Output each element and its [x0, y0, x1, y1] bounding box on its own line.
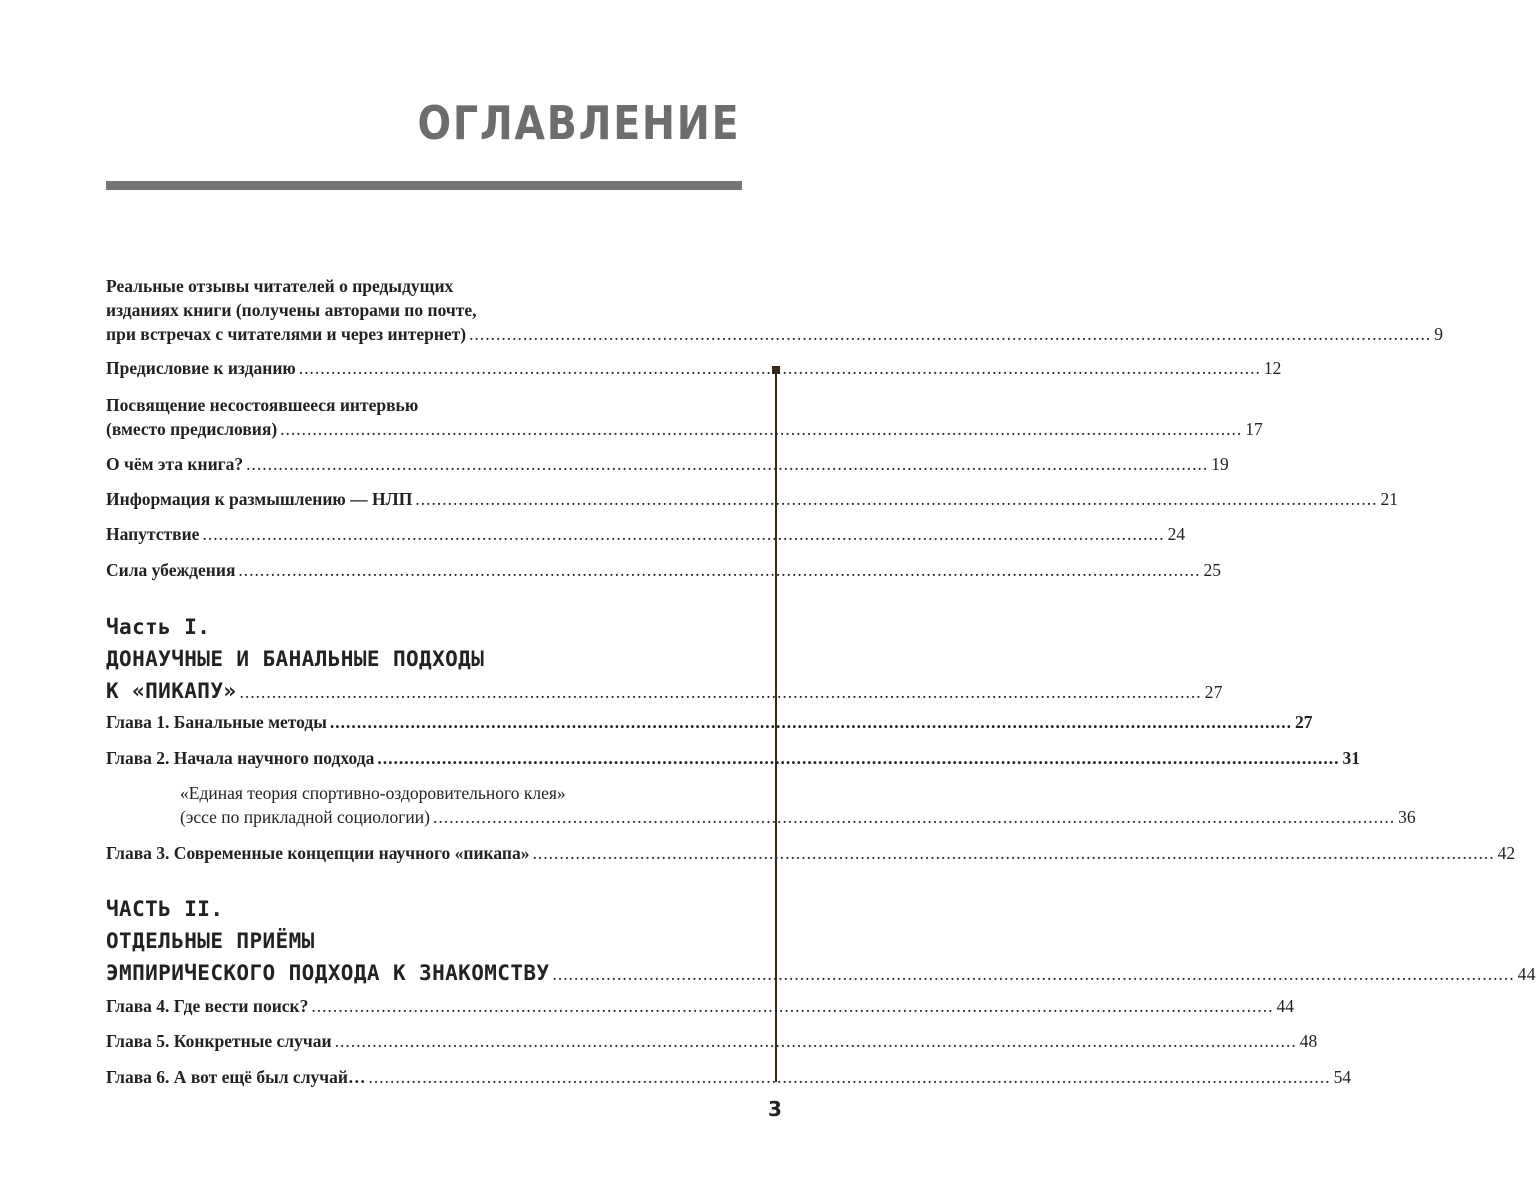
toc-entry-leader-line: [106, 1065, 1352, 1089]
title-divider: [106, 181, 742, 190]
toc-page-number: 27: [1295, 712, 1313, 732]
dot-leader: ...................................................................................................................................................................................: [238, 560, 1201, 580]
part-label: ЧАСТЬ II.: [106, 897, 224, 921]
toc-chapter-6[interactable]: [106, 1065, 1352, 1089]
toc-entry-leader-line: [106, 841, 1516, 865]
dot-leader: ...................................................................................................................................................................................: [415, 489, 1378, 509]
toc-entry-line: «Единая теория спортивно-оздоровительного клея»: [180, 783, 566, 803]
toc-entry-about[interactable]: [106, 452, 1229, 476]
toc-entry-leader-line: [106, 1029, 1318, 1053]
dot-leader: ...................................................................................................................................................................................: [334, 1031, 1297, 1051]
toc-entry-title: Напутствие: [106, 524, 200, 544]
toc-entry-title: О чём эта книга?: [106, 454, 244, 474]
toc-entry-title: при встречах с читателями и через интернет): [106, 324, 467, 344]
toc-chapter-5[interactable]: [106, 1029, 1318, 1053]
toc-page-number: 25: [1203, 560, 1222, 580]
toc-entry-leader-line: [106, 522, 1186, 546]
toc-chapter-1[interactable]: [106, 710, 1313, 734]
toc-entry-dedication[interactable]: [106, 393, 1263, 441]
toc-entry-title: (эссе по прикладной социологии): [180, 807, 430, 827]
toc-entry-nlp[interactable]: [106, 487, 1398, 511]
toc-entry-title: Глава 6. А вот ещё был случай…: [106, 1067, 366, 1087]
toc-page-number: 44: [1517, 964, 1536, 984]
toc-part-2[interactable]: [106, 893, 1536, 990]
dot-leader: ...................................................................................................................................................................................: [280, 419, 1243, 439]
toc-part-1[interactable]: [106, 611, 1223, 708]
toc-entry-leader-line: [106, 356, 1282, 380]
toc-entry-title: Глава 4. Где вести поиск?: [106, 996, 309, 1016]
toc-entry-title: Глава 2. Начала научного подхода: [106, 748, 375, 768]
toc-entry-reviews[interactable]: [106, 274, 1443, 346]
dot-leader: ...................................................................................................................................................................................: [432, 807, 1396, 827]
toc-chapter-4[interactable]: [106, 994, 1295, 1018]
toc-page-number: 48: [1299, 1031, 1318, 1051]
dot-leader: ...................................................................................................................................................................................: [311, 996, 1274, 1016]
toc-entry-leader-line: [106, 417, 1263, 441]
toc-entry-line: изданиях книги (получены авторами по почте,: [106, 300, 477, 320]
toc-chapter-2[interactable]: [106, 746, 1360, 770]
toc-page-number: 27: [1204, 682, 1223, 702]
toc-page-number: 9: [1434, 324, 1443, 344]
part-title-line: ДОНАУЧНЫЕ И БАНАЛЬНЫЕ ПОДХОДЫ: [106, 647, 485, 671]
toc-subsection-essay[interactable]: [106, 781, 1416, 829]
toc-entry-leader-line: [106, 487, 1398, 511]
toc-entry-leader-line: [106, 558, 1222, 582]
toc-page-number: 17: [1245, 419, 1263, 439]
dot-leader: ...................................................................................................................................................................................: [246, 454, 1209, 474]
page-title: ОГЛАВЛЕНИЕ: [417, 96, 740, 150]
toc-page-number: 12: [1263, 358, 1282, 378]
toc-entry-preface[interactable]: [106, 356, 1282, 380]
toc-entry-line: Реальные отзывы читателей о предыдущих: [106, 276, 454, 296]
toc-entry-leader-line: [180, 805, 1416, 829]
dot-leader: ...................................................................................................................................................................................: [532, 843, 1495, 863]
toc-entry-leader-line: [106, 746, 1360, 770]
part-title-line: К «ПИКАПУ»: [106, 679, 237, 703]
dot-leader: ...................................................................................................................................................................................: [239, 682, 1202, 702]
part-title-line: ОТДЕЛЬНЫЕ ПРИЁМЫ: [106, 929, 315, 953]
toc-entry-title: Глава 5. Конкретные случаи: [106, 1031, 332, 1051]
toc-entry-leader-line: [106, 710, 1313, 734]
toc-entry-leader-line: [106, 994, 1295, 1018]
toc-page-number: 36: [1398, 807, 1416, 827]
part-title-line: ЭМПИРИЧЕСКОГО ПОДХОДА К ЗНАКОМСТВУ: [106, 961, 550, 985]
toc-entry-leader-line: [106, 957, 1536, 990]
dot-leader: ...................................................................................................................................................................................: [368, 1067, 1331, 1087]
toc-page-number: 19: [1211, 454, 1229, 474]
toc-chapter-3[interactable]: [106, 841, 1516, 865]
dot-leader: ...................................................................................................................................................................................: [202, 524, 1165, 544]
dot-leader: ...................................................................................................................................................................................: [552, 964, 1515, 984]
part-label: Часть I.: [106, 615, 211, 639]
toc-entry-title: Предисловие к изданию: [106, 358, 296, 378]
toc-page-number: 54: [1333, 1067, 1352, 1087]
toc-page-number: 31: [1342, 748, 1360, 768]
toc-entry-leader-line: [106, 452, 1229, 476]
toc-entry-title: Глава 3. Современные концепции научного «пикапа»: [106, 843, 530, 863]
toc-entry-title: (вместо предисловия): [106, 419, 278, 439]
toc-entry-persuasion[interactable]: [106, 558, 1222, 582]
toc-entry-title: Сила убеждения: [106, 560, 236, 580]
toc-page-number: 44: [1276, 996, 1295, 1016]
toc-page-number: 21: [1380, 489, 1398, 509]
dot-leader: ...................................................................................................................................................................................: [377, 748, 1340, 768]
toc-entry-title: Глава 1. Банальные методы: [106, 712, 327, 732]
dot-leader: ...................................................................................................................................................................................: [298, 358, 1261, 378]
dot-leader: ...................................................................................................................................................................................: [329, 712, 1293, 732]
toc-entry-farewell[interactable]: [106, 522, 1186, 546]
toc-entry-line: Посвящение несостоявшееся интервью: [106, 395, 419, 415]
toc-page-number: 42: [1497, 843, 1516, 863]
page-number: 3: [768, 1097, 782, 1121]
toc-entry-title: Информация к размышлению — НЛП: [106, 489, 413, 509]
dot-leader: ...................................................................................................................................................................................: [469, 324, 1432, 344]
toc-entry-leader-line: [106, 322, 1443, 346]
toc-entry-leader-line: [106, 675, 1223, 708]
toc-page-number: 24: [1167, 524, 1186, 544]
